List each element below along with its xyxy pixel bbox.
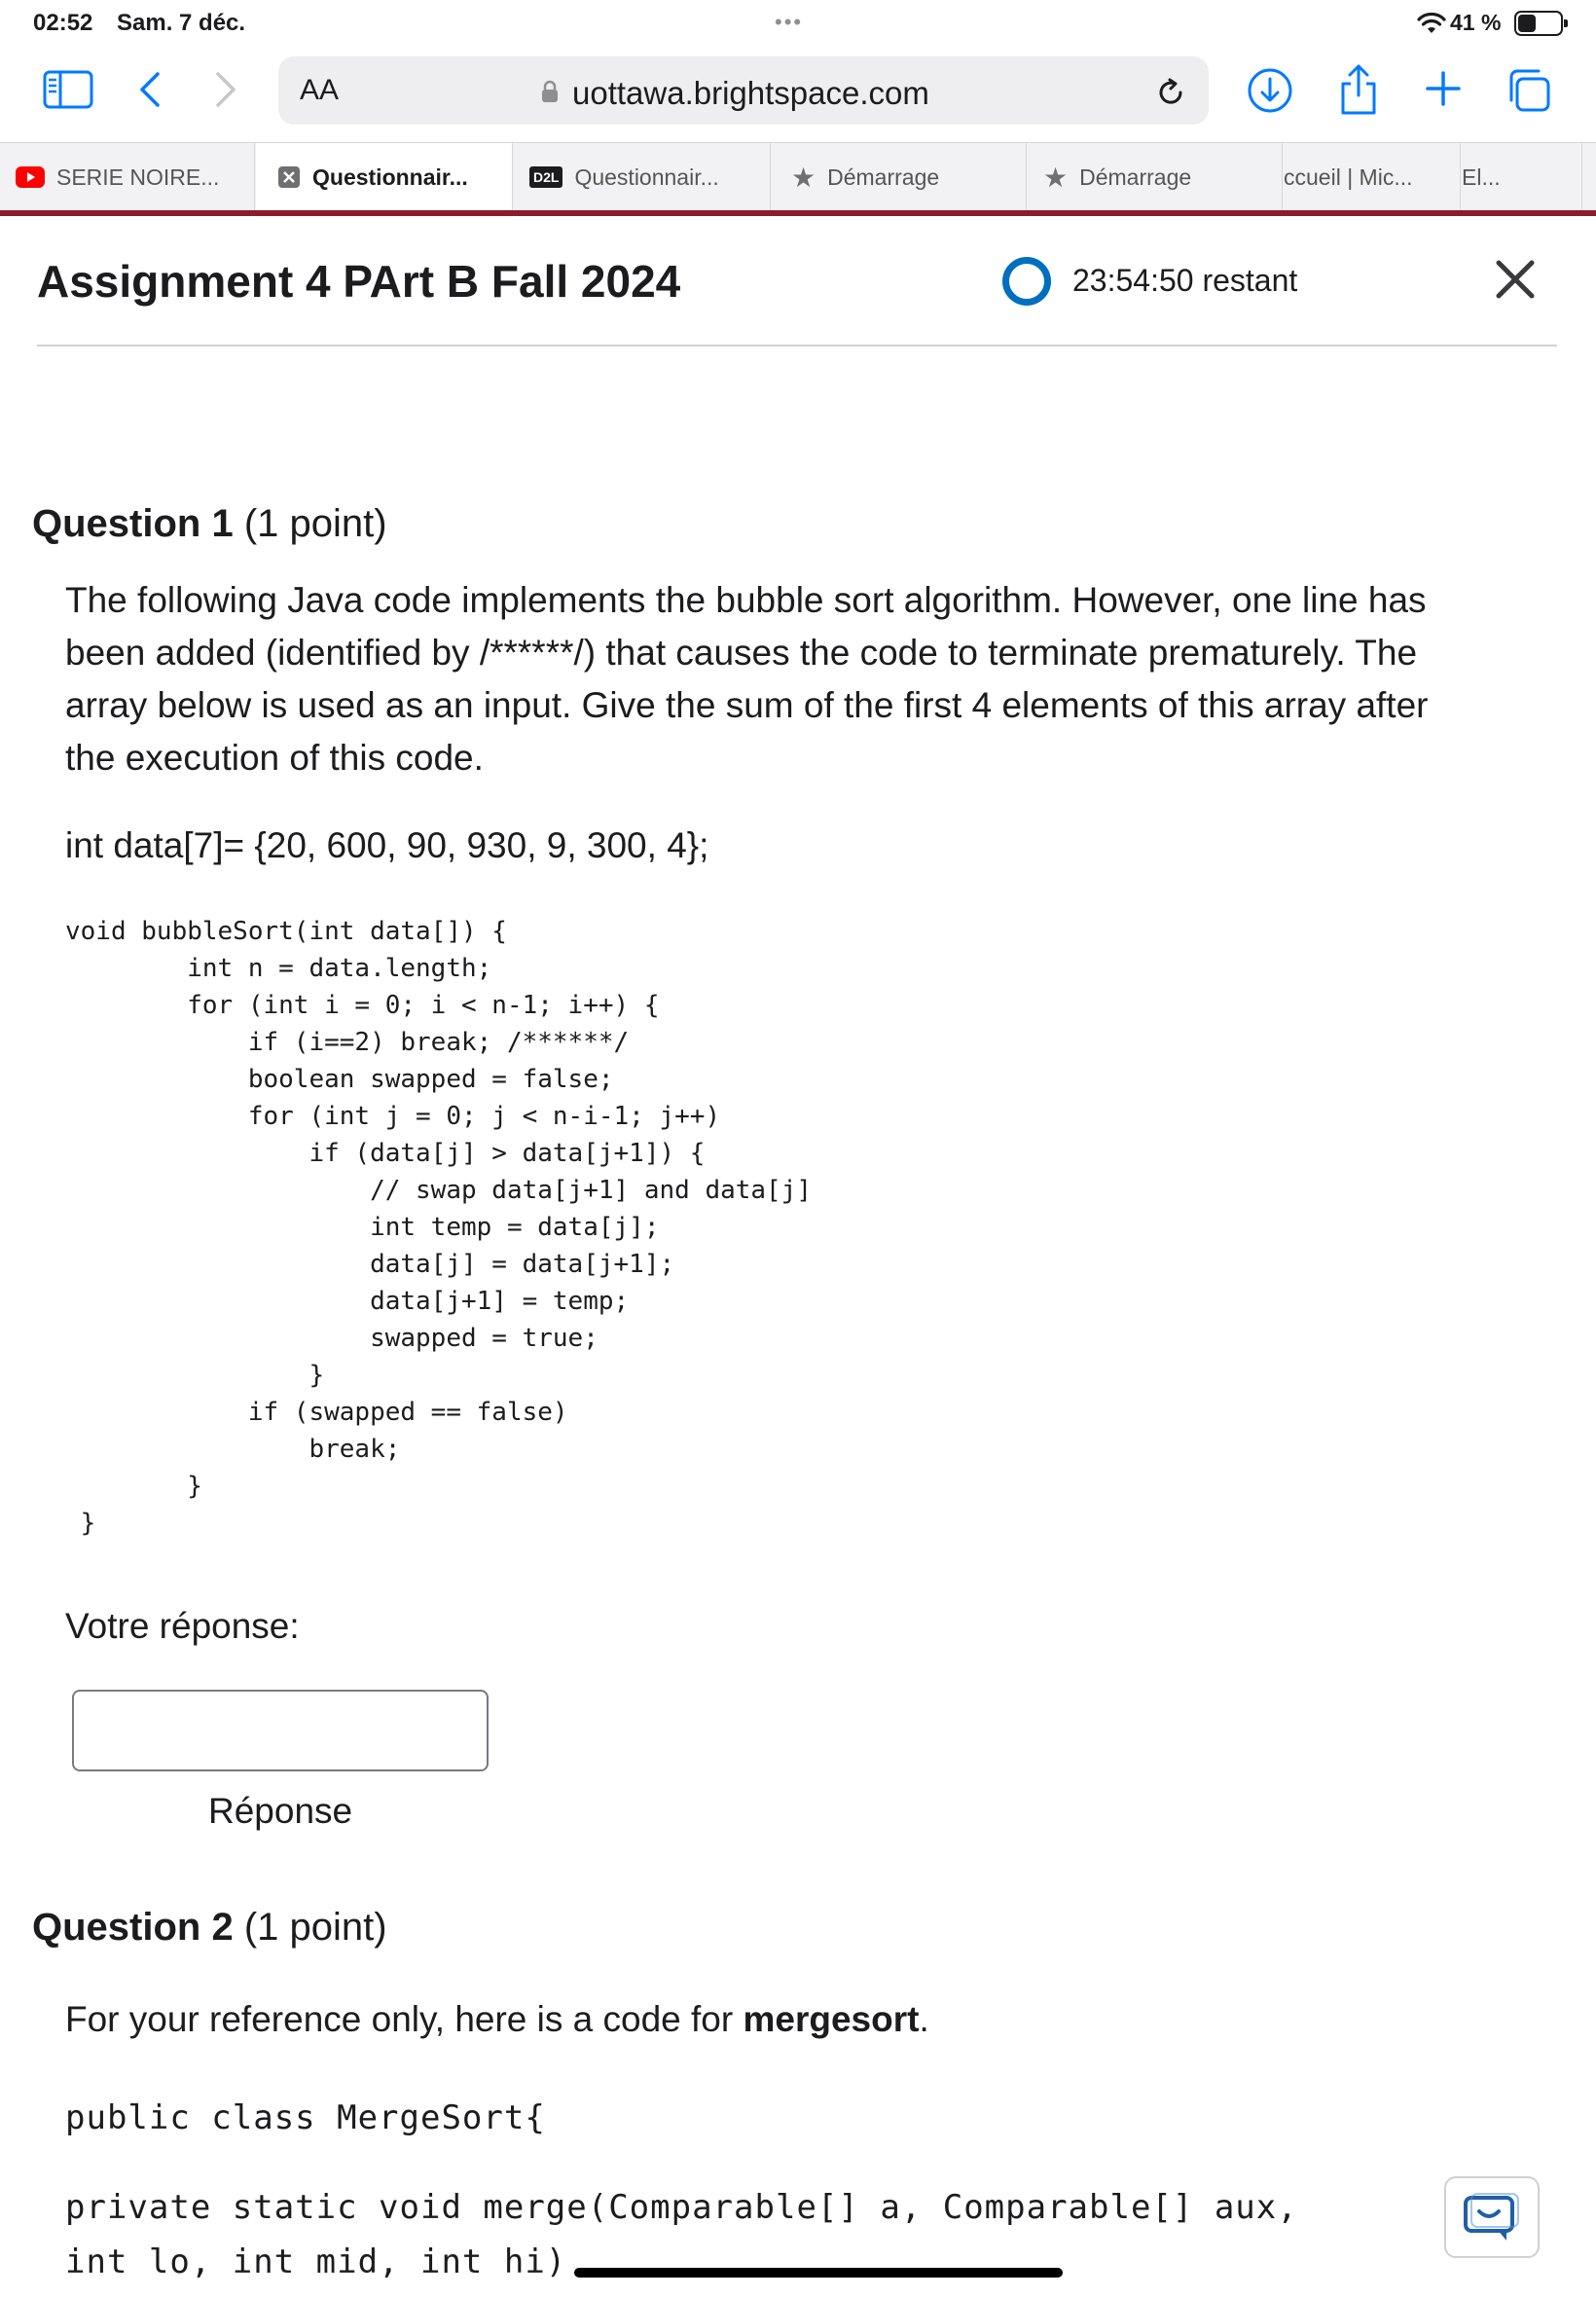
sidebar-icon <box>43 70 93 109</box>
question-points: (1 point) <box>243 502 387 545</box>
forward-button[interactable] <box>206 66 245 113</box>
share-button[interactable] <box>1335 62 1382 117</box>
reader-options-button[interactable]: AA <box>300 74 340 106</box>
quiz-title: Assignment 4 PArt B Fall 2024 <box>37 256 681 307</box>
multitasking-dots[interactable]: ••• <box>775 10 804 34</box>
address-bar[interactable] <box>278 56 1209 125</box>
status-date: Sam. 7 déc. <box>117 10 246 36</box>
tab-label: El... <box>1462 164 1501 190</box>
question-2-text-prefix: For your reference only, here is a code for <box>65 1999 744 2039</box>
question-1-title <box>32 502 387 546</box>
tab-label: ccueil | Mic... <box>1284 164 1413 190</box>
question-number: Question 1 <box>32 502 234 545</box>
mergesort-code-line-1: public class MergeSort{ <box>65 2098 546 2137</box>
tab-label: Démarrage <box>1079 164 1192 190</box>
star-icon: ★ <box>1043 162 1069 193</box>
tab-demarrage-2[interactable] <box>1028 143 1283 211</box>
chat-button[interactable] <box>1444 2176 1540 2258</box>
reload-icon[interactable] <box>1154 76 1187 109</box>
tab-demarrage-1[interactable] <box>772 143 1027 211</box>
back-button[interactable] <box>130 66 169 113</box>
brand-accent-bar <box>0 210 1596 216</box>
battery-icon <box>1514 11 1563 36</box>
question-1-text: The following Java code implements the bubble sort algorithm. However, one line has been added (identified by /******/) that causes the code to terminate prematurely. The array below is used as an input. Give the sum of the first 4 elements of this array after the execution of this code. <box>65 580 1429 778</box>
tab-bar <box>0 142 1596 212</box>
url-text[interactable]: uottawa.brightspace.com <box>572 75 929 111</box>
answer-caption: Réponse <box>208 1791 353 1831</box>
tab-accueil[interactable] <box>1284 143 1461 211</box>
chat-icon <box>1462 2192 1522 2242</box>
lock-icon <box>541 80 559 103</box>
download-icon <box>1246 66 1294 115</box>
tab-serie-noire[interactable] <box>0 143 255 211</box>
question-2-text-bold: mergesort <box>743 1999 920 2039</box>
status-time: 02:52 <box>33 10 93 36</box>
question-2-text <box>65 1999 929 2040</box>
tab-questionnaire-active[interactable] <box>256 143 513 211</box>
timer-icon <box>1002 257 1051 306</box>
home-indicator[interactable] <box>574 2268 1063 2278</box>
question-1-data-line: int data[7]= {20, 600, 90, 930, 9, 300, 4}; <box>65 825 709 865</box>
status-bar <box>0 0 1596 47</box>
tab-label: Questionnair... <box>312 164 468 190</box>
answer-label: Votre réponse: <box>65 1606 300 1646</box>
question-2-title <box>32 1906 387 1950</box>
battery-percent: 41 % <box>1450 10 1502 35</box>
tab-overview-button[interactable] <box>1505 66 1553 115</box>
question-number: Question 2 <box>32 1906 234 1949</box>
sidebar-toggle-button[interactable] <box>43 70 93 109</box>
question-2-text-suffix: . <box>919 1999 929 2039</box>
close-quiz-button[interactable] <box>1493 257 1538 302</box>
mergesort-code-line-2: private static void merge(Comparable[] a, Comparable[] aux, int lo, int mid, int hi) <box>65 2188 1298 2281</box>
question-points: (1 point) <box>243 1906 387 1949</box>
share-icon <box>1337 62 1380 117</box>
tab-questionnaire-d2l[interactable] <box>514 143 771 211</box>
star-icon: ★ <box>791 162 816 193</box>
chevron-left-icon <box>138 70 162 109</box>
browser-toolbar <box>0 47 1596 142</box>
tab-label: Démarrage <box>827 164 940 190</box>
timer-remaining: 23:54:50 restant <box>1072 263 1298 298</box>
tab-overflow[interactable] <box>1462 143 1582 211</box>
plus-icon <box>1424 69 1463 108</box>
answer-input[interactable] <box>72 1690 489 1771</box>
tab-label: Questionnair... <box>574 164 719 190</box>
d2l-icon: D2L <box>529 166 562 188</box>
close-icon[interactable] <box>277 165 301 189</box>
wifi-icon <box>1417 10 1446 35</box>
youtube-icon <box>16 166 45 188</box>
header-divider <box>37 345 1557 346</box>
bubble-sort-code: void bubbleSort(int data[]) { int n = data.length; for (int i = 0; i < n-1; i++) { if (i==2) break; /******/ boolean swapped = false; for (int j = 0; j < n-i-1; j++) if (data[j] > data[j+1]) { // swap data[j+1] and data[j] int temp = data[j]; data[j] = data[j+1]; data[j+1] = temp; swapped = true; } if (swapped == false) break; } } <box>65 917 813 1538</box>
chevron-right-icon <box>214 70 237 109</box>
downloads-button[interactable] <box>1246 66 1294 115</box>
new-tab-button[interactable] <box>1419 64 1468 113</box>
tab-label: SERIE NOIRE... <box>56 164 220 190</box>
tabs-icon <box>1505 67 1552 114</box>
